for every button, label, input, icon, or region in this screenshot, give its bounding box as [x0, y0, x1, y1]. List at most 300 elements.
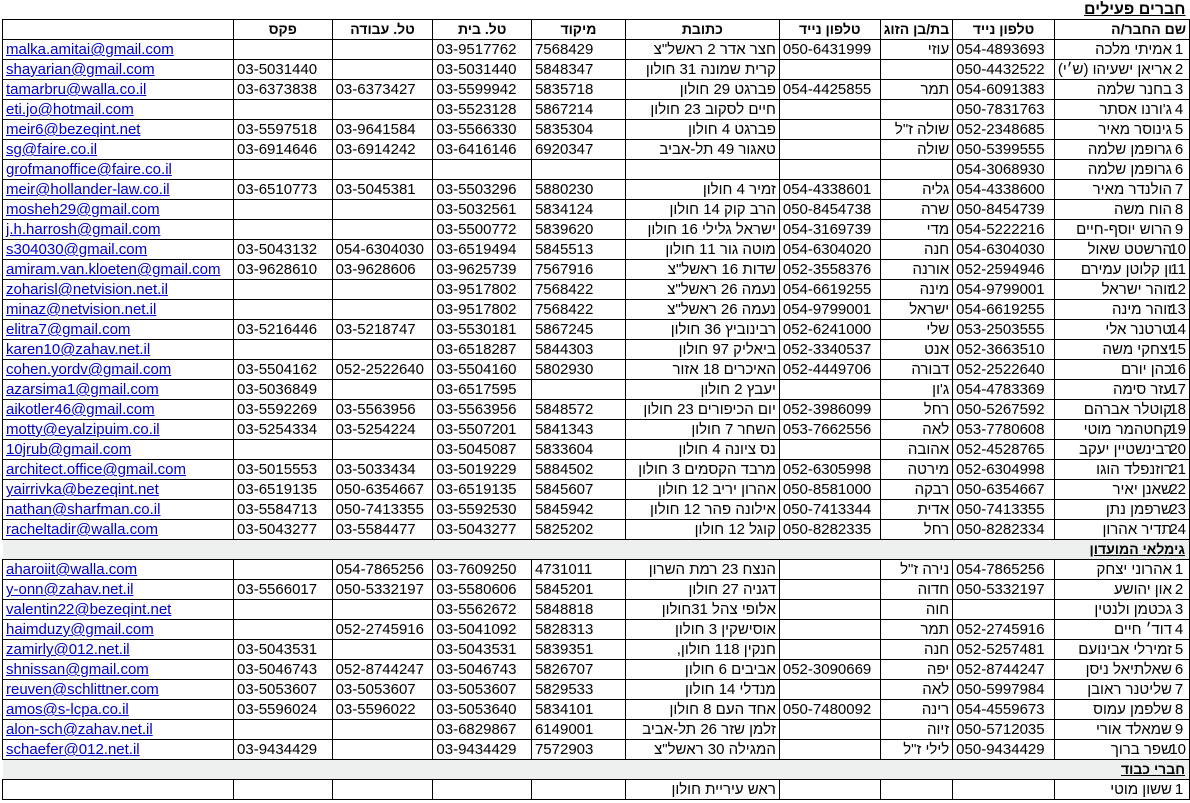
- column-header: טל. עבודה: [332, 20, 433, 40]
- row-number: 8: [1174, 201, 1184, 218]
- member-name-cell: [1054, 680, 1189, 700]
- email-link[interactable]: reuven@schlittner.com: [6, 681, 159, 698]
- fax-cell: [234, 40, 333, 60]
- zip-cell: 6920347: [531, 140, 625, 160]
- email-link[interactable]: meir6@bezeqint.net: [6, 121, 141, 138]
- zip-cell: 5867245: [531, 320, 625, 340]
- spouse-mobile-cell: [779, 740, 880, 760]
- spouse-mobile-cell: [779, 780, 880, 800]
- email-link[interactable]: zoharisl@netvision.net.il: [6, 281, 168, 298]
- address-cell: ביאליק 97 חולון: [625, 340, 779, 360]
- row-number: 8: [1174, 701, 1184, 718]
- address-cell: דגניה 27 חולון: [625, 580, 779, 600]
- row-number: 12: [1169, 281, 1186, 298]
- row-number: 1: [1174, 561, 1184, 578]
- empty-cell: [3, 540, 234, 560]
- spouse-cell: לאה: [880, 680, 952, 700]
- email-link[interactable]: schaefer@012.net.il: [6, 741, 140, 758]
- address-cell: קוגל 12 חולון: [625, 520, 779, 540]
- email-link[interactable]: alon-sch@zahav.net.il: [6, 721, 153, 738]
- email-link[interactable]: s304030@gmail.com: [6, 241, 148, 258]
- email-link[interactable]: haimduzy@gmail.com: [6, 621, 154, 638]
- spouse-cell: נירה ז"ל: [880, 560, 952, 580]
- members-table: [2, 0, 1190, 800]
- email-link[interactable]: j.h.harrosh@gmail.com: [6, 221, 161, 238]
- email-cell: [3, 60, 234, 80]
- work-cell: [332, 440, 433, 460]
- address-cell: פברגט 29 חולון: [625, 80, 779, 100]
- member-name-cell: [1054, 720, 1189, 740]
- empty-cell: [433, 540, 532, 560]
- table-row: [3, 320, 1190, 340]
- fax-cell: 03-5504162: [234, 360, 333, 380]
- table-row: [3, 200, 1190, 220]
- member-name: ששון מוטי: [1110, 781, 1172, 798]
- table-row: [3, 240, 1190, 260]
- home-cell: 03-5045087: [433, 440, 532, 460]
- member-name-cell: [1054, 320, 1189, 340]
- address-cell: מנדלי 14 חולון: [625, 680, 779, 700]
- row-number: 21: [1169, 461, 1186, 478]
- member-name-cell: [1054, 220, 1189, 240]
- fax-cell: 03-5596024: [234, 700, 333, 720]
- row-number: 14: [1169, 321, 1186, 338]
- empty-cell: [332, 0, 433, 20]
- empty-cell: [234, 760, 333, 780]
- column-header: טלפון נייד: [779, 20, 880, 40]
- spouse-cell: עוזי: [880, 40, 952, 60]
- member-name-cell: [1054, 740, 1189, 760]
- member-name: זוהר מינה: [1112, 301, 1172, 318]
- title-row: [3, 0, 1190, 20]
- work-cell: 03-5045381: [332, 180, 433, 200]
- address-cell: אילונה פהר 12 חולון: [625, 500, 779, 520]
- email-link[interactable]: aharoiit@walla.com: [6, 561, 138, 578]
- zip-cell: 5884502: [531, 460, 625, 480]
- home-cell: [433, 780, 532, 800]
- spouse-cell: מירטה: [880, 460, 952, 480]
- email-cell: [3, 300, 234, 320]
- work-cell: 03-5218747: [332, 320, 433, 340]
- spouse-cell: שרה: [880, 200, 952, 220]
- row-number: 13: [1169, 301, 1186, 318]
- work-cell: [332, 200, 433, 220]
- table-row: [3, 640, 1190, 660]
- member-name: שליטנר ראובן: [1087, 681, 1172, 698]
- member-name-cell: [1054, 480, 1189, 500]
- row-number: 22: [1169, 481, 1186, 498]
- zip-cell: 5828313: [531, 620, 625, 640]
- spouse-cell: יפה: [880, 660, 952, 680]
- spouse-mobile-cell: 052-3558376: [779, 260, 880, 280]
- email-cell: [3, 460, 234, 480]
- email-link[interactable]: shayarian@gmail.com: [6, 61, 155, 78]
- member-name-cell: [1054, 440, 1189, 460]
- zip-cell: 5834101: [531, 700, 625, 720]
- member-name-cell: [1054, 660, 1189, 680]
- email-link[interactable]: architect.office@gmail.com: [6, 461, 187, 478]
- email-link[interactable]: amiram.van.kloeten@gmail.com: [6, 261, 221, 278]
- mobile-cell: 054-7865256: [953, 560, 1055, 580]
- home-cell: 03-9434429: [433, 740, 532, 760]
- spouse-cell: דבורה: [880, 360, 952, 380]
- spouse-mobile-cell: [779, 600, 880, 620]
- email-link[interactable]: eti.jo@hotmail.com: [6, 101, 134, 118]
- section-header-row: [3, 540, 1190, 560]
- row-number: 15: [1169, 341, 1186, 358]
- spouse-mobile-cell: 052-3090669: [779, 660, 880, 680]
- zip-cell: 5834124: [531, 200, 625, 220]
- zip-cell: 5835718: [531, 80, 625, 100]
- work-cell: 054-7865256: [332, 560, 433, 580]
- spouse-mobile-cell: 054-4425855: [779, 80, 880, 100]
- spouse-cell: אהובה: [880, 440, 952, 460]
- table-row: [3, 460, 1190, 480]
- work-cell: [332, 640, 433, 660]
- email-cell: [3, 260, 234, 280]
- mobile-cell: 050-4432522: [953, 60, 1055, 80]
- email-link[interactable]: nathan@sharfman.co.il: [6, 501, 161, 518]
- table-row: [3, 740, 1190, 760]
- home-cell: 03-5507201: [433, 420, 532, 440]
- work-cell: [332, 780, 433, 800]
- zip-cell: 5833604: [531, 440, 625, 460]
- work-cell: [332, 600, 433, 620]
- spouse-mobile-cell: [779, 720, 880, 740]
- spouse-mobile-cell: 050-8581000: [779, 480, 880, 500]
- email-link[interactable]: azarsima1@gmail.com: [6, 381, 159, 398]
- email-link[interactable]: minaz@netvision.net.il: [6, 301, 157, 318]
- email-link[interactable]: yairrivka@bezeqint.net: [6, 481, 159, 498]
- email-cell: [3, 500, 234, 520]
- row-number: 7: [1174, 681, 1184, 698]
- spouse-mobile-cell: 050-7480092: [779, 700, 880, 720]
- spouse-cell: אנט: [880, 340, 952, 360]
- email-cell: [3, 240, 234, 260]
- table-row: [3, 780, 1190, 800]
- member-name-cell: [1054, 140, 1189, 160]
- work-cell: 03-6373427: [332, 80, 433, 100]
- email-link[interactable]: amos@s-lcpa.co.il: [6, 701, 129, 718]
- empty-cell: [779, 540, 880, 560]
- home-cell: 03-9517802: [433, 300, 532, 320]
- member-name: זוהר ישראל: [1101, 281, 1172, 298]
- spouse-mobile-cell: [779, 620, 880, 640]
- row-number: 24: [1169, 521, 1186, 538]
- member-name-cell: [1054, 160, 1189, 180]
- member-name-cell: [1054, 380, 1189, 400]
- row-number: 3: [1174, 601, 1184, 618]
- address-cell: שדות 16 ראשל"צ: [625, 260, 779, 280]
- home-cell: 03-6829867: [433, 720, 532, 740]
- address-cell: ישראל גלילי 16 חולון: [625, 220, 779, 240]
- work-cell: 052-8744247: [332, 660, 433, 680]
- address-cell: נעמה 26 ראשל"צ: [625, 300, 779, 320]
- fax-cell: 03-5036849: [234, 380, 333, 400]
- address-cell: אוסישקין 3 חולון: [625, 620, 779, 640]
- member-name-cell: [1054, 240, 1189, 260]
- address-cell: השחר 7 חולון: [625, 420, 779, 440]
- member-name-cell: [1054, 100, 1189, 120]
- home-cell: 03-6519135: [433, 480, 532, 500]
- fax-cell: [234, 160, 333, 180]
- spouse-cell: [880, 160, 952, 180]
- row-number: 2: [1174, 61, 1184, 78]
- work-cell: 03-5596022: [332, 700, 433, 720]
- table-row: [3, 500, 1190, 520]
- zip-cell: 6149001: [531, 720, 625, 740]
- table-row: [3, 280, 1190, 300]
- table-row: [3, 420, 1190, 440]
- spouse-mobile-cell: 050-8454738: [779, 200, 880, 220]
- address-cell: [625, 160, 779, 180]
- row-number: 23: [1169, 501, 1186, 518]
- email-link[interactable]: meir@hollander-law.co.il: [6, 181, 170, 198]
- zip-cell: 5802930: [531, 360, 625, 380]
- email-link[interactable]: zamirly@012.net.il: [6, 641, 130, 658]
- mobile-cell: 054-6091383: [953, 80, 1055, 100]
- spouse-cell: [880, 100, 952, 120]
- member-name: שאנן יאיר: [1112, 481, 1172, 498]
- empty-cell: [953, 0, 1055, 20]
- member-name: טרטנר אלי: [1105, 321, 1172, 338]
- email-cell: [3, 620, 234, 640]
- row-number: 4: [1174, 101, 1184, 118]
- empty-cell: [625, 760, 779, 780]
- empty-cell: [433, 0, 532, 20]
- fax-cell: 03-5043277: [234, 520, 333, 540]
- mobile-cell: 054-5222216: [953, 220, 1055, 240]
- empty-cell: [953, 760, 1055, 780]
- member-name-cell: [1054, 260, 1189, 280]
- fax-cell: 03-5597518: [234, 120, 333, 140]
- spouse-mobile-cell: [779, 560, 880, 580]
- home-cell: 03-5504160: [433, 360, 532, 380]
- email-cell: [3, 580, 234, 600]
- table-row: [3, 380, 1190, 400]
- member-name: שמאלד אורי: [1095, 721, 1172, 738]
- email-cell: [3, 40, 234, 60]
- table-row: [3, 560, 1190, 580]
- table-row: [3, 440, 1190, 460]
- home-cell: 03-5031440: [433, 60, 532, 80]
- row-number: 6: [1174, 661, 1184, 678]
- zip-cell: [531, 160, 625, 180]
- email-link[interactable]: valentin22@bezeqint.net: [6, 601, 172, 618]
- work-cell: 050-6354667: [332, 480, 433, 500]
- email-cell: [3, 320, 234, 340]
- spouse-cell: שולה: [880, 140, 952, 160]
- row-number: 1: [1174, 781, 1184, 798]
- fax-cell: [234, 300, 333, 320]
- table-row: [3, 400, 1190, 420]
- home-cell: 03-9517762: [433, 40, 532, 60]
- spouse-mobile-cell: [779, 440, 880, 460]
- email-link[interactable]: shnissan@gmail.com: [6, 661, 149, 678]
- mobile-cell: 050-7831763: [953, 100, 1055, 120]
- email-cell: [3, 480, 234, 500]
- empty-cell: [531, 540, 625, 560]
- mobile-cell: 050-8282334: [953, 520, 1055, 540]
- email-link[interactable]: 10jrub@gmail.com: [6, 441, 132, 458]
- mobile-cell: 054-6619255: [953, 300, 1055, 320]
- mobile-cell: 054-4783369: [953, 380, 1055, 400]
- spouse-mobile-cell: [779, 640, 880, 660]
- row-number: 9: [1174, 721, 1184, 738]
- address-cell: טאגור 49 תל-אביב: [625, 140, 779, 160]
- email-cell: [3, 420, 234, 440]
- work-cell: 050-7413355: [332, 500, 433, 520]
- home-cell: 03-5563956: [433, 400, 532, 420]
- mobile-cell: 052-2522640: [953, 360, 1055, 380]
- work-cell: [332, 60, 433, 80]
- address-cell: חיים לסקוב 23 חולון: [625, 100, 779, 120]
- email-link[interactable]: karen10@zahav.net.il: [6, 341, 151, 358]
- work-cell: 054-6304030: [332, 240, 433, 260]
- member-name: הרוש יוסף-חיים: [1076, 221, 1172, 238]
- mobile-cell: 054-6304030: [953, 240, 1055, 260]
- zip-cell: 7568429: [531, 40, 625, 60]
- work-cell: [332, 740, 433, 760]
- work-cell: [332, 40, 433, 60]
- spouse-cell: חוה: [880, 600, 952, 620]
- home-cell: 03-5053607: [433, 680, 532, 700]
- zip-cell: [531, 380, 625, 400]
- email-link[interactable]: motty@eyalzipuim.co.il: [6, 421, 160, 438]
- spouse-mobile-cell: 054-6304020: [779, 240, 880, 260]
- empty-cell: [880, 760, 952, 780]
- member-name: גכטמן ולנטין: [1094, 601, 1172, 618]
- mobile-cell: 054-9799001: [953, 280, 1055, 300]
- mobile-cell: 052-5257481: [953, 640, 1055, 660]
- section-title: גימלאי המועדון: [1054, 540, 1189, 560]
- row-number: 5: [1174, 641, 1184, 658]
- row-number: 17: [1169, 381, 1186, 398]
- address-cell: יעבץ 2 חולון: [625, 380, 779, 400]
- email-link[interactable]: malka.amitai@gmail.com: [6, 41, 174, 58]
- address-cell: זמיר 4 חולון: [625, 180, 779, 200]
- home-cell: 03-5566330: [433, 120, 532, 140]
- zip-cell: 7568422: [531, 280, 625, 300]
- table-row: [3, 480, 1190, 500]
- address-cell: אלופי צהל 31חולון: [625, 600, 779, 620]
- row-number: 19: [1169, 421, 1186, 438]
- mobile-cell: 050-5267592: [953, 400, 1055, 420]
- email-cell: [3, 600, 234, 620]
- work-cell: 050-5332197: [332, 580, 433, 600]
- sheet-title: חברים פעילים: [1084, 1, 1186, 18]
- mobile-cell: 050-9434429: [953, 740, 1055, 760]
- zip-cell: 5829533: [531, 680, 625, 700]
- address-cell: המגילה 30 ראשל"צ: [625, 740, 779, 760]
- zip-cell: 5848818: [531, 600, 625, 620]
- row-number: 6: [1174, 141, 1184, 158]
- home-cell: 03-5053640: [433, 700, 532, 720]
- email-link[interactable]: racheltadir@walla.com: [6, 521, 158, 538]
- address-cell: פברגט 4 חולון: [625, 120, 779, 140]
- email-link[interactable]: cohen.yordv@gmail.com: [6, 361, 172, 378]
- email-cell: [3, 660, 234, 680]
- address-cell: חנקין 118 חולון,: [625, 640, 779, 660]
- member-name: רוזנפלד הוגו: [1096, 461, 1172, 478]
- work-cell: [332, 340, 433, 360]
- column-header: בת/בן הזוג: [880, 20, 952, 40]
- home-cell: 03-5043531: [433, 640, 532, 660]
- spouse-cell: שולה ז"ל: [880, 120, 952, 140]
- email-link[interactable]: elitra7@gmail.com: [6, 321, 131, 338]
- spouse-mobile-cell: [779, 120, 880, 140]
- spouse-cell: חנה: [880, 240, 952, 260]
- spouse-mobile-cell: [779, 580, 880, 600]
- spouse-mobile-cell: 054-4338601: [779, 180, 880, 200]
- table-row: [3, 60, 1190, 80]
- member-name: גינוסר מאיר: [1098, 121, 1172, 138]
- fax-cell: 03-9628610: [234, 260, 333, 280]
- email-link[interactable]: tamarbru@walla.co.il: [6, 81, 147, 98]
- fax-cell: [234, 100, 333, 120]
- spouse-mobile-cell: [779, 60, 880, 80]
- home-cell: 03-5592530: [433, 500, 532, 520]
- member-name-cell: [1054, 420, 1189, 440]
- row-number: 10: [1169, 741, 1186, 758]
- spouse-cell: לאה: [880, 420, 952, 440]
- email-cell: [3, 80, 234, 100]
- member-name-cell: [1054, 200, 1189, 220]
- fax-cell: [234, 600, 333, 620]
- home-cell: 03-9625739: [433, 260, 532, 280]
- home-cell: 03-6416146: [433, 140, 532, 160]
- member-name-cell: [1054, 80, 1189, 100]
- email-link[interactable]: y-onn@zahav.net.il: [6, 581, 134, 598]
- fax-cell: [234, 200, 333, 220]
- work-cell: 03-5053607: [332, 680, 433, 700]
- spouse-mobile-cell: 050-6431999: [779, 40, 880, 60]
- home-cell: [433, 160, 532, 180]
- spouse-mobile-cell: 052-3986099: [779, 400, 880, 420]
- mobile-cell: 052-4528765: [953, 440, 1055, 460]
- zip-cell: 5835304: [531, 120, 625, 140]
- address-cell: נעמה 26 ראשל"צ: [625, 280, 779, 300]
- email-cell: [3, 120, 234, 140]
- email-link[interactable]: sg@faire.co.il: [6, 141, 98, 158]
- email-link[interactable]: aikotler46@gmail.com: [6, 401, 155, 418]
- spouse-cell: לילי ז"ל: [880, 740, 952, 760]
- email-cell: [3, 440, 234, 460]
- member-name: הולנדר מאיר: [1092, 181, 1172, 198]
- column-header: מיקוד: [531, 20, 625, 40]
- email-cell: [3, 280, 234, 300]
- mobile-cell: 052-2745916: [953, 620, 1055, 640]
- fax-cell: [234, 620, 333, 640]
- spouse-mobile-cell: [779, 140, 880, 160]
- spouse-cell: שלי: [880, 320, 952, 340]
- fax-cell: 03-5584713: [234, 500, 333, 520]
- email-cell: [3, 680, 234, 700]
- mobile-cell: 054-3068930: [953, 160, 1055, 180]
- fax-cell: 03-5592269: [234, 400, 333, 420]
- table-row: [3, 220, 1190, 240]
- empty-cell: [332, 540, 433, 560]
- fax-cell: 03-5046743: [234, 660, 333, 680]
- email-cell: [3, 160, 234, 180]
- email-link[interactable]: mosheh29@gmail.com: [6, 201, 160, 218]
- fax-cell: 03-5254334: [234, 420, 333, 440]
- email-link[interactable]: grofmanoffice@faire.co.il: [6, 161, 172, 178]
- spouse-cell: אדית: [880, 500, 952, 520]
- email-cell: [3, 140, 234, 160]
- spouse-mobile-cell: 052-4449706: [779, 360, 880, 380]
- spouse-mobile-cell: 052-6305998: [779, 460, 880, 480]
